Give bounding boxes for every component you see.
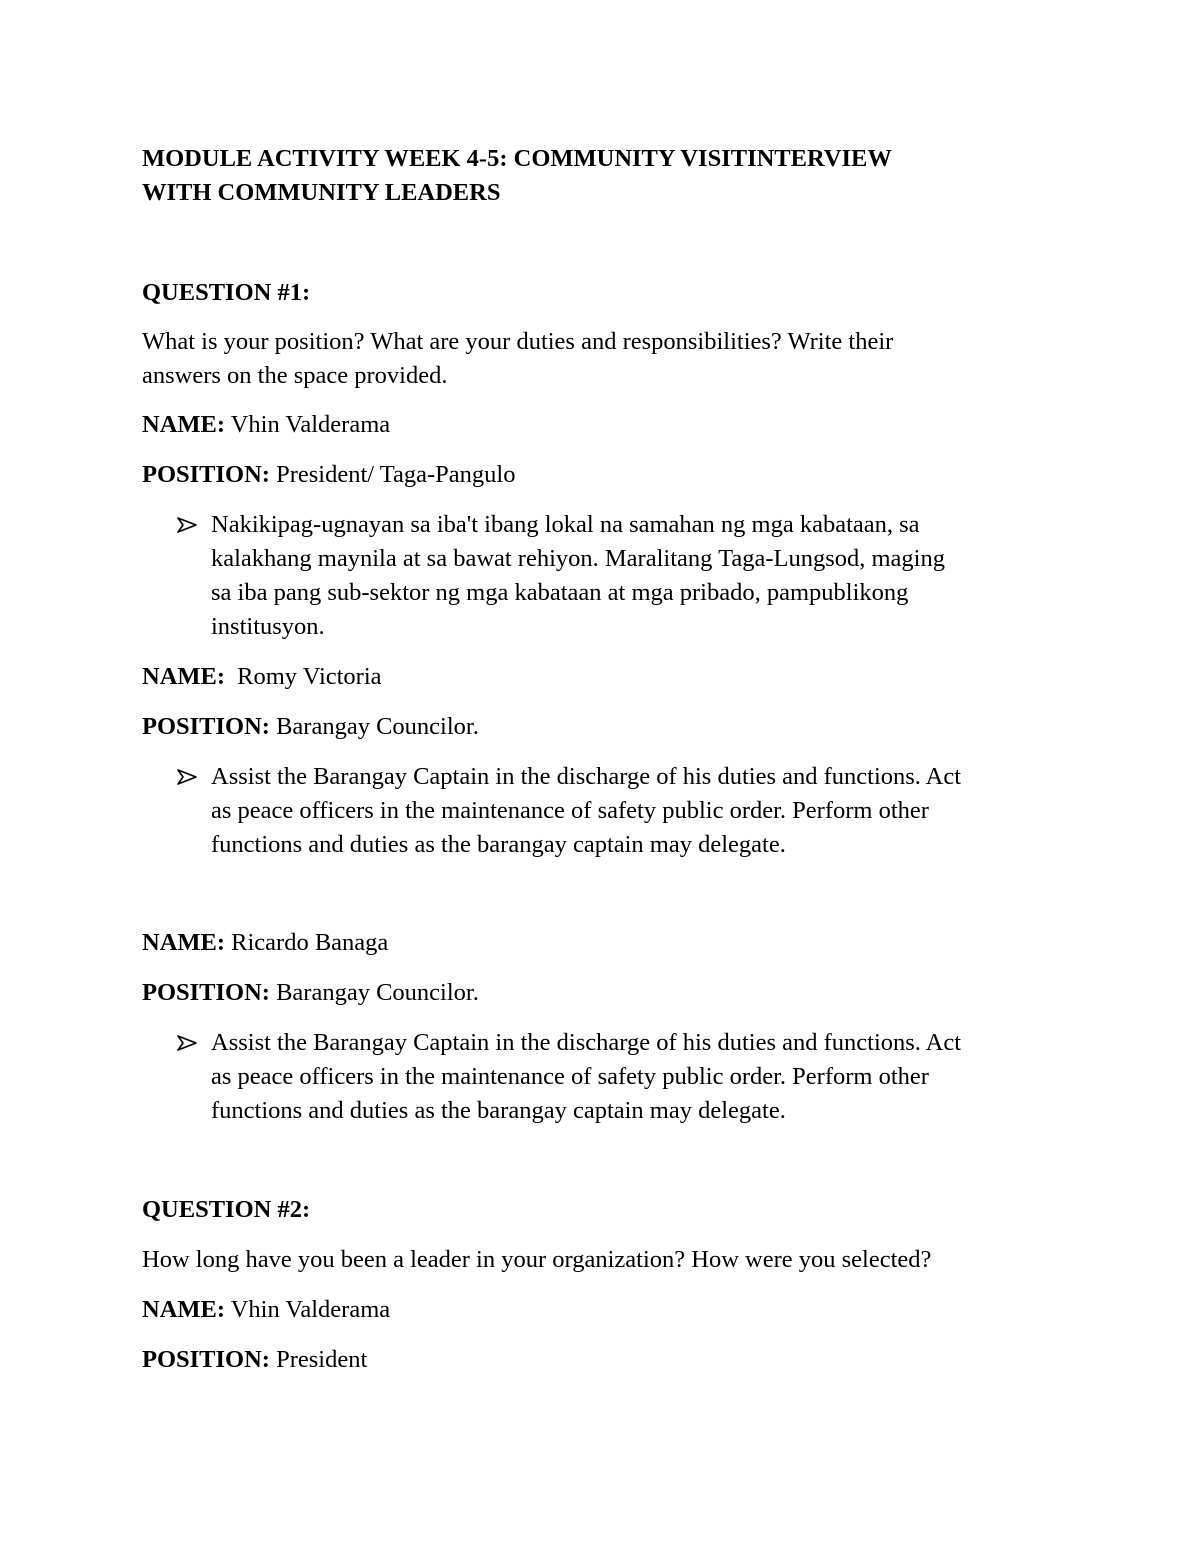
duties-line: kalakhang maynila at sa bawat rehiyon. Maralitang Taga-Lungsod, maging <box>211 545 945 572</box>
entry-3-name-row <box>142 926 388 960</box>
document-title-line-2: WITH COMMUNITY LEADERS <box>142 179 501 206</box>
entry-2-name: Romy Victoria <box>237 663 382 690</box>
duties-line: institusyon. <box>211 613 325 640</box>
entry-3-duties <box>211 1026 1071 1128</box>
entry-1-position-row <box>142 458 515 492</box>
position-label: POSITION: <box>142 979 270 1006</box>
arrowhead-bullet-icon <box>176 516 198 534</box>
name-label: NAME: <box>142 411 226 438</box>
position-label: POSITION: <box>142 461 270 488</box>
position-label: POSITION: <box>142 1346 270 1373</box>
duties-line: as peace officers in the maintenance of safety public order. Perform other <box>211 797 929 824</box>
entry-1-name-row <box>142 408 390 442</box>
entry-2-duties <box>211 760 1071 862</box>
q2-entry-name-row <box>142 1293 390 1327</box>
q2-entry-position: President <box>276 1346 368 1373</box>
entry-1-name: Vhin Valderama <box>230 411 391 438</box>
question-2-heading: QUESTION #2: <box>142 1196 311 1223</box>
name-label: NAME: <box>142 1296 226 1323</box>
duties-line: Assist the Barangay Captain in the discharge of his duties and functions. Act <box>211 763 962 790</box>
q2-entry-name: Vhin Valderama <box>230 1296 391 1323</box>
q2-entry-position-row <box>142 1343 367 1377</box>
position-label: POSITION: <box>142 713 270 740</box>
entry-1-position: President/ Taga-Pangulo <box>276 461 516 488</box>
entry-3-position: Barangay Councilor. <box>276 979 479 1006</box>
question-1-prompt-line-2: answers on the space provided. <box>142 362 448 389</box>
entry-2-position: Barangay Councilor. <box>276 713 479 740</box>
arrowhead-bullet-icon <box>176 1034 198 1052</box>
document-title-line-1: MODULE ACTIVITY WEEK 4-5: COMMUNITY VISITINTERVIEW <box>142 145 892 172</box>
question-1-heading: QUESTION #1: <box>142 279 311 306</box>
question-2-prompt: How long have you been a leader in your organization? How were you selected? <box>142 1246 932 1273</box>
arrowhead-bullet-icon <box>176 768 198 786</box>
duties-line: functions and duties as the barangay captain may delegate. <box>211 1097 786 1124</box>
duties-line: Nakikipag-ugnayan sa iba't ibang lokal na samahan ng mga kabataan, sa <box>211 511 920 538</box>
duties-line: Assist the Barangay Captain in the discharge of his duties and functions. Act <box>211 1029 962 1056</box>
duties-line: functions and duties as the barangay captain may delegate. <box>211 831 786 858</box>
entry-1-duties <box>211 508 1071 644</box>
question-1-prompt-line-1: What is your position? What are your duties and responsibilities? Write their <box>142 328 894 355</box>
entry-3-position-row <box>142 976 479 1010</box>
name-label: NAME: <box>142 663 226 690</box>
entry-2-position-row <box>142 710 479 744</box>
entry-2-name-row <box>142 660 382 694</box>
entry-3-name: Ricardo Banaga <box>231 929 389 956</box>
duties-line: sa iba pang sub-sektor ng mga kabataan at mga pribado, pampublikong <box>211 579 909 606</box>
name-label: NAME: <box>142 929 226 956</box>
duties-line: as peace officers in the maintenance of safety public order. Perform other <box>211 1063 929 1090</box>
